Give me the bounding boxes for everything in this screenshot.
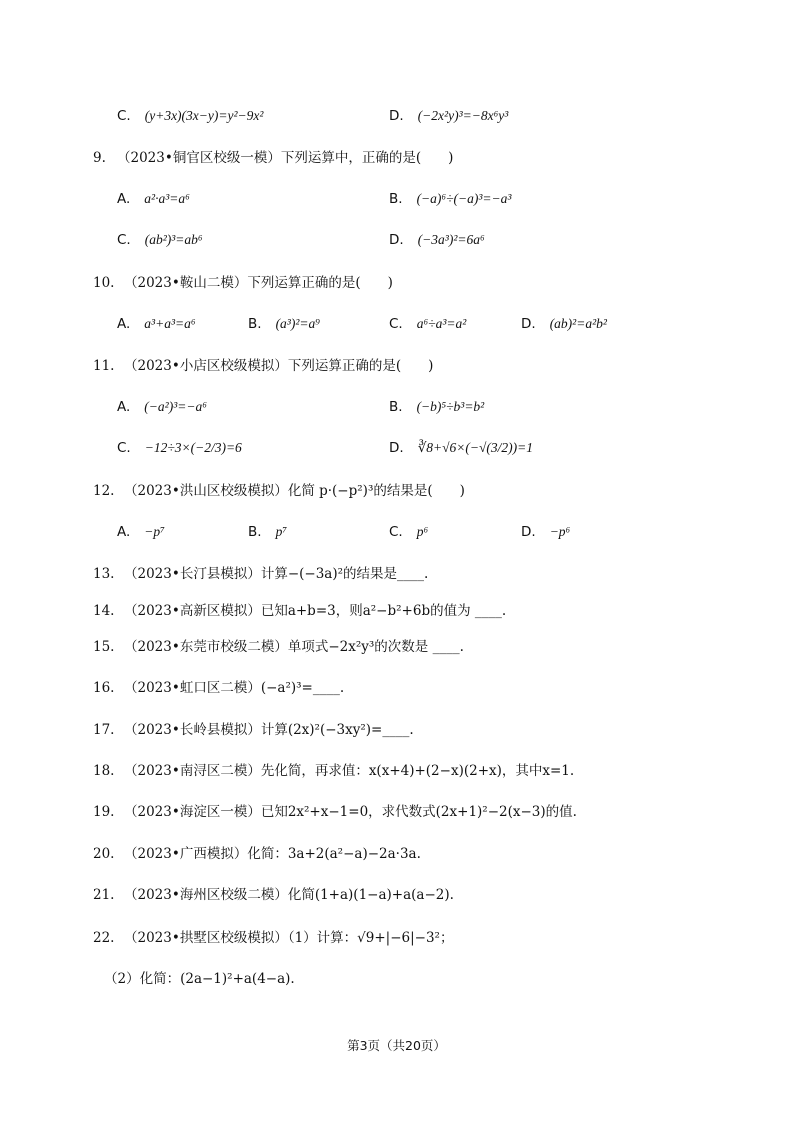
option-a: A. (−a²)³=−a⁶ xyxy=(117,399,207,415)
option-a: A. −p⁷ xyxy=(117,524,165,540)
question-18: 18. （2023•南浔区二模）先化简，再求值：x(x+4)+(2−x)(2+x)，其中x=1. xyxy=(93,763,575,779)
option-b: B. p⁷ xyxy=(248,524,288,540)
option-a: A. a³+a³=a⁶ xyxy=(117,316,196,332)
option-d: D. (−3a³)²=6a⁶ xyxy=(389,232,485,248)
question-16: 16. （2023•虹口区二模）(−a²)³=____. xyxy=(93,680,345,696)
question-22: 22. （2023•拱墅区校级模拟）（1）计算：√9+|−6|−3²； xyxy=(93,930,454,946)
question-22-part2: （2）化简：(2a−1)²+a(4−a). xyxy=(104,971,295,987)
question-14: 14. （2023•高新区模拟）已知a+b=3，则a²−b²+6b的值为 ____. xyxy=(93,603,507,619)
question-20: 20. （2023•广西模拟）化简：3a+2(a²−a)−2a·3a. xyxy=(93,846,421,862)
option-c: C. −12÷3×(−2/3)=6 xyxy=(117,440,242,456)
option-c: C. a⁶÷a³=a² xyxy=(389,316,467,332)
question-9-options-cd xyxy=(0,227,793,253)
option-b: B. (−b)⁵÷b³=b² xyxy=(389,399,485,415)
question-21: 21. （2023•海州区校级二模）化简(1+a)(1−a)+a(a−2). xyxy=(93,887,454,903)
option-c: C. p⁶ xyxy=(389,524,429,540)
option-b: B. (a³)²=a⁹ xyxy=(248,316,320,332)
question-10-options xyxy=(0,311,793,337)
question-12: 12. （2023•洪山区校级模拟）化简 p·(−p²)³的结果是( ) xyxy=(93,483,465,499)
option-c: C. (y+3x)(3x−y)=y²−9x² xyxy=(117,108,264,124)
question-11: 11. （2023•小店区校级模拟）下列运算正确的是( ) xyxy=(93,358,434,374)
option-c: C. (ab²)³=ab⁶ xyxy=(117,232,203,248)
option-d: D. −p⁶ xyxy=(521,524,571,540)
question-19: 19. （2023•海淀区一模）已知2x²+x−1=0，求代数式(2x+1)²−2(x−3)的值. xyxy=(93,804,577,820)
option-d: D. ∛8+√6×(−√(3/2))=1 xyxy=(389,440,534,456)
option-a: A. a²·a³=a⁶ xyxy=(117,191,190,207)
question-13: 13. （2023•长汀县模拟）计算−(−3a)²的结果是____. xyxy=(93,566,429,582)
page-footer: 第3页（共20页） xyxy=(347,1038,446,1053)
question-15: 15. （2023•东莞市校级二模）单项式−2x²y³的次数是 ____. xyxy=(93,639,464,655)
question-11-options-cd xyxy=(0,435,793,461)
question-11-options-ab xyxy=(0,394,793,420)
question-9: 9. （2023•铜官区校级一模）下列运算中，正确的是( ) xyxy=(93,150,454,166)
question-9-options-ab xyxy=(0,186,793,212)
option-b: B. (−a)⁶÷(−a)³=−a³ xyxy=(389,191,512,207)
question-10: 10. （2023•鞍山二模）下列运算正确的是( ) xyxy=(93,275,393,291)
option-row xyxy=(0,103,793,129)
question-12-options xyxy=(0,519,793,545)
option-d: D. (ab)²=a²b² xyxy=(521,316,607,332)
question-17: 17. （2023•长岭县模拟）计算(2x)²(−3xy²)=____. xyxy=(93,722,414,738)
option-d: D. (−2x²y)³=−8x⁶y³ xyxy=(389,108,509,124)
